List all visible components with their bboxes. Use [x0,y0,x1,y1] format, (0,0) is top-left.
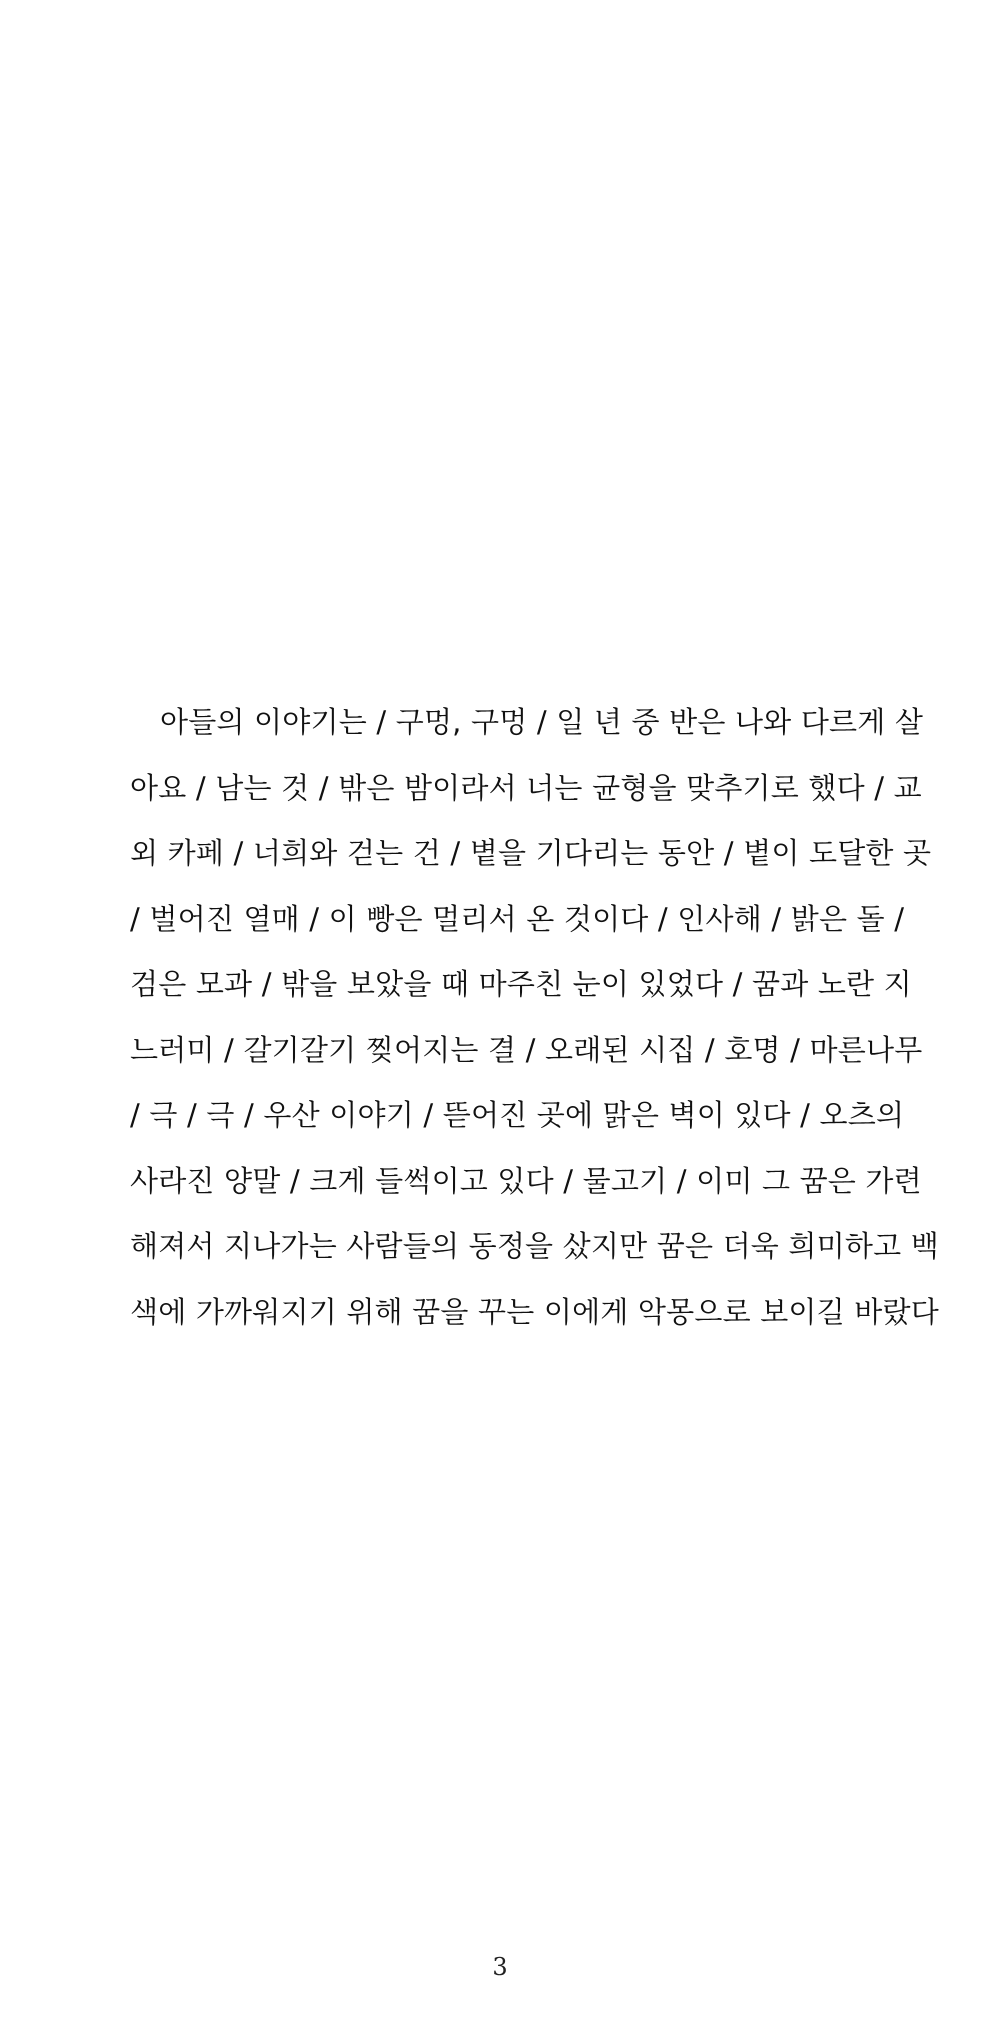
text-line: 아들의 이야기는 / 구멍, 구멍 / 일 년 중 반은 나와 다르게 살 [160,705,924,739]
poem-paragraph [130,690,939,1345]
text-line: / 벌어진 열매 / 이 빵은 멀리서 온 것이다 / 인사해 / 밝은 돌 / [130,901,905,936]
text-line: 아요 / 남는 것 / 밖은 밤이라서 너는 균형을 맞추기로 했다 / 교 [130,770,922,805]
page-number: 3 [492,1953,508,1981]
text-line: 해져서 지나가는 사람들의 동정을 샀지만 꿈은 더욱 희미하고 백 [130,1229,939,1263]
text-line: 색에 가까워지기 위해 꿈을 꾸는 이에게 악몽으로 보이길 바랐다 [130,1294,939,1329]
text-line: 외 카페 / 너희와 걷는 건 / 볕을 기다리는 동안 / 볕이 도달한 곳 [130,836,932,870]
text-line: 사라진 양말 / 크게 들썩이고 있다 / 물고기 / 이미 그 꿈은 가련 [130,1163,922,1198]
text-line: / 극 / 극 / 우산 이야기 / 뜯어진 곳에 맑은 벽이 있다 / 오츠의 [130,1098,905,1132]
text-line: 검은 모과 / 밖을 보았을 때 마주친 눈이 있었다 / 꿈과 노란 지 [130,967,912,1001]
text-line: 느러미 / 갈기갈기 찢어지는 결 / 오래된 시집 / 호명 / 마른나무 [130,1032,923,1067]
